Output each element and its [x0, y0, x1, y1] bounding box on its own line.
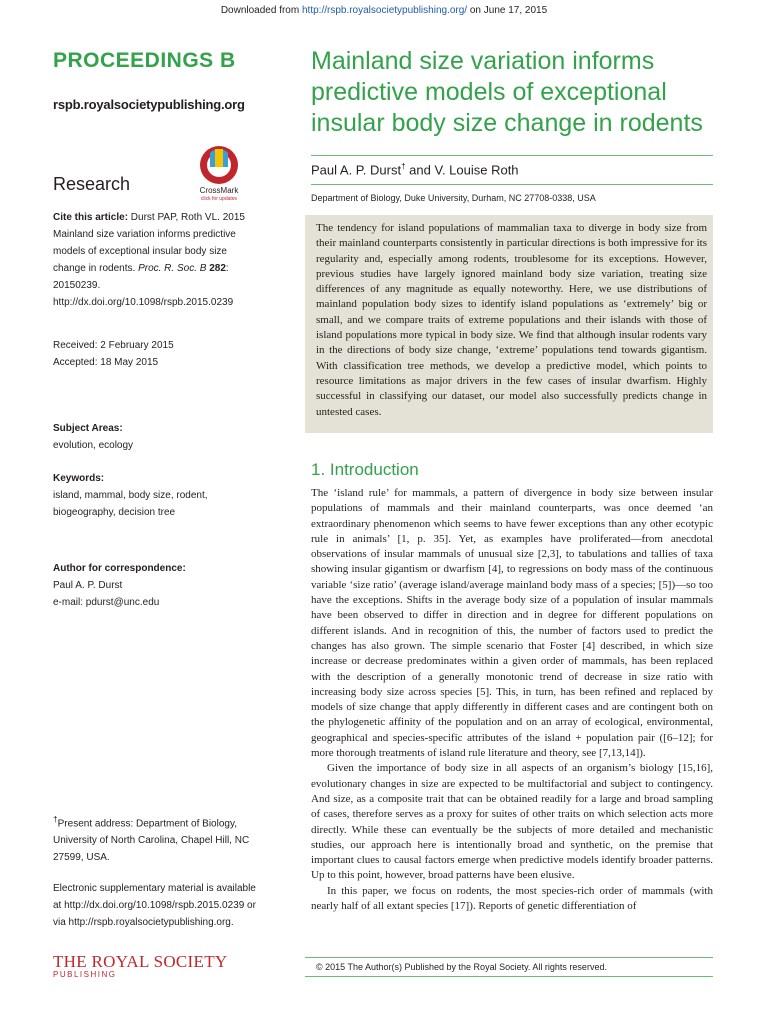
first-author: Paul A. P. Durst — [311, 162, 402, 178]
paragraph: Given the importance of body size in all aspects of an organism’s biology [15,16], evolutionary changes in size are expected to be multifactorial and subject to contingency. And size, as a composite trait that can be obtained readily for a large and broad sampling of cases, therefore serves as a proxy for suites of other traits on which selection acts more directly. While these can eventually be the subjects of more detailed and mechanistic studies, our approach here is intentionally broad and synthetic, on the premise that important clues to causal factors emerge when predictive models identify broader patterns. Up to this point, however, broad patterns have been elusive. — [311, 762, 713, 882]
keywords — [53, 470, 258, 521]
correspondence-label: Author for correspondence: — [53, 563, 186, 574]
publisher-sub: PUBLISHING — [53, 970, 117, 979]
crossmark-sub: click for updates — [200, 196, 238, 202]
present-address-marker: † — [53, 814, 58, 824]
download-notice — [0, 5, 768, 16]
download-suffix: on June 17, 2015 — [467, 5, 548, 16]
cite-text-1: Durst PAP, Roth VL. 2015 Mainland size variation informs predictive models of exceptional insular body size change in rodents. — [53, 212, 245, 274]
cite-label: Cite this article: — [53, 212, 129, 223]
subject-areas — [53, 420, 258, 454]
correspondence — [53, 560, 258, 611]
correspondence-email[interactable]: e-mail: pdurst@unc.edu — [53, 597, 160, 608]
introduction-body — [311, 486, 713, 914]
journal-url[interactable]: rspb.royalsocietypublishing.org — [53, 97, 245, 112]
affiliation: Department of Biology, Duke University, Durham, NC 27708-0338, USA — [311, 193, 596, 203]
copyright-notice: © 2015 The Author(s) Published by the Royal Society. All rights reserved. — [316, 962, 607, 972]
accepted-date: Accepted: 18 May 2015 — [53, 357, 159, 368]
keywords-line-2: biogeography, decision tree — [53, 507, 176, 518]
article-type: Research — [53, 174, 131, 194]
paragraph: In this paper, we focus on rodents, the most species-rich order of mammals (with nearly half of all extant species [17]). Reports of genetic differentiation of — [311, 884, 713, 913]
author-list — [311, 162, 519, 177]
keywords-line-1: island, mammal, body size, rodent, — [53, 490, 208, 501]
section-heading-introduction: 1. Introduction — [311, 460, 419, 479]
article-title: Mainland size variation informs predictive models of exceptional insular body size change in rodents — [311, 47, 703, 137]
cite-doi[interactable]: http://dx.doi.org/10.1098/rspb.2015.0239 — [53, 297, 234, 308]
cite-volume: 282 — [206, 263, 226, 274]
present-address-text: Present address: Department of Biology, University of North Carolina, Chapel Hill, NC 27599, USA. — [53, 818, 250, 864]
present-address — [53, 811, 258, 866]
crossmark-icon — [193, 145, 245, 187]
subject-areas-label: Subject Areas: — [53, 423, 123, 434]
dates-block — [53, 337, 258, 371]
received-date: Received: 2 February 2015 — [53, 340, 174, 351]
citation-block — [53, 209, 258, 311]
keywords-label: Keywords: — [53, 473, 105, 484]
royal-society-logo — [53, 952, 227, 979]
supplementary-note: Electronic supplementary material is available at http://dx.doi.org/10.1098/rspb.2015.0239 or via http://rspb.royalsocietypublishing.org. — [53, 883, 256, 928]
footer-divider — [305, 957, 713, 958]
correspondence-name: Paul A. P. Durst — [53, 580, 123, 591]
publisher-name: THE ROYAL SOCIETY — [53, 952, 228, 971]
title-divider — [311, 155, 713, 156]
journal-name: PROCEEDINGS B — [53, 49, 236, 72]
author-marker: † — [401, 162, 406, 171]
cite-text-2: : 20150239. — [53, 263, 229, 291]
other-authors: and V. Louise Roth — [405, 162, 519, 178]
paragraph: The ‘island rule’ for mammals, a pattern of divergence in body size between insular populations of mammals and their mainland counterparts, was once deemed ‘an extraordinary phenomenon which seems to have fewer exceptions than any other ecotypic rule in animals’ [1, p. 35]. Yet, as examples have proliferated—from anecdotal observations of insular mammals of unusual size [2,3], to tabulations and tallies of taxa showing insular gigantism or dwarfism [4], to regressions on body mass of the continuous variable ‘size ratio’ (average island/average mainland body mass of a species; [5])—so too have the exceptions. Shifts in the average body size of a population of insular mammals have been observed to differ in direction and in degree for different populations on different islands. And in recognition of this, the number of factors used to predict the changes has also grown. The simple scenario that Foster [4] described, in which size increase or decrease predominates within a given order of mammals, has been replaced with the description of a generally monotonic trend of decrease in size ratio with increasing body size across species [5]. This, in turn, has been refined and replaced by models of size change that apply differently in different cases and are contingent both on the phylogenetic affinity of the population and on an array of ecological, environmental, geographical and species-specific attributes of the island + population pair ([6–12]; for more thorough treatments of island rule literature and theory, see [7,13,14]). — [311, 487, 713, 760]
copyright-divider — [305, 976, 713, 977]
author-divider — [311, 184, 713, 185]
abstract-text: The tendency for island populations of mammalian taxa to diverge in body size from their mainland counterparts consistently in particular directions is both impressive for its regularity and, especially among rodents, troublesome for its exceptions. However, previous studies have largely ignored mainland body size variation, treating size differences of any magnitude as equally noteworthy. Here, we use distributions of mainland population body sizes to identify island populations as ‘extremely’ big or small, and we compare traits of extreme populations and their islands with those of island populations more typical in body size. We find that although insular rodents vary in the directions of body size change, ‘extreme’ populations tend towards gigantism. With classification tree methods, we develop a predictive model, which points to resource limitations as major drivers in the few cases of insular dwarfism. Highly successful in classifying our dataset, our model also successfully predicts change in untested cases. — [316, 222, 707, 418]
subject-areas-value: evolution, ecology — [53, 440, 134, 451]
download-url-link[interactable]: http://rspb.royalsocietypublishing.org/ — [301, 5, 468, 16]
crossmark-label: CrossMark — [199, 186, 239, 195]
download-prefix: Downloaded from — [220, 5, 302, 16]
cite-journal: Proc. R. Soc. B — [138, 263, 207, 274]
